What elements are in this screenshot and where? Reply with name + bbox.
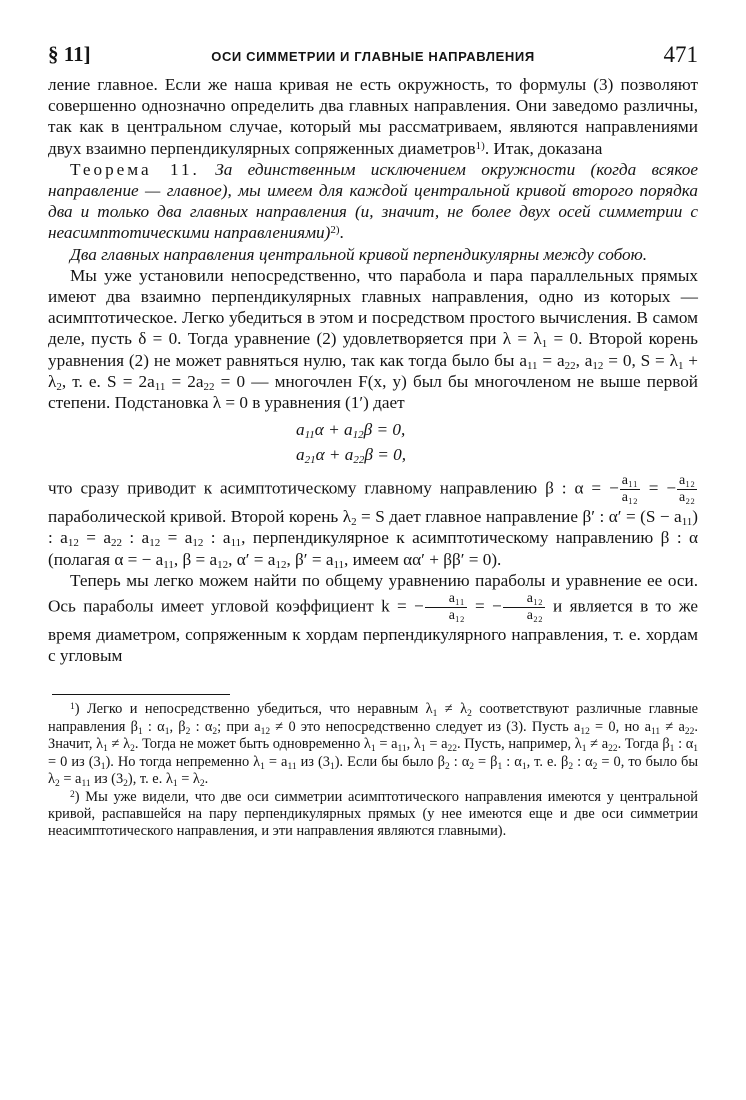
footnote-1: $^1$) Легко и непосредственно убедиться, что неравным $\lambda_1 \ne \lambda_2$ соответствуют различные главные направления $\beta_1$ : $\alpha_1$, $\beta_2$ : $\alpha_2$; при $a_{12} \ne 0$ это непосредственно следует из (3). Пусть $a_{12} = 0$, но $a_{11} \ne a_{22}$. Значит, $\lambda_1 \ne \lambda_2$. Тогда не может быть одновременно $\lambda_1 = a_{11}$, $\lambda_1 = a_{22}$. Пусть, например, $\lambda_1 \ne a_{22}$. Тогда $\beta_1$ : $\alpha_1 = 0$ из $(3_1)$. Но тогда непременно $\lambda_1 = a_{11}$ из $(3_1)$. Если бы было $\beta_2$ : $\alpha_2 = \beta_1$ : $\alpha_1$, т. е. $\beta_2$ : $\alpha_2 = 0$, то было бы $\lambda_2 = a_{11}$ из $(3_2)$, т. е. $\lambda_1 = \lambda_2$. [48, 701, 699, 790]
equation-1: $a_{11}\alpha + a_{12}\beta = 0$, [296, 420, 406, 442]
paragraph-continuation: ление главное. Если же наша кривая не есть окружность, то формулы (3) позволяют совершенно однозначно определить два главных направления. Они заведомо различны, так как в центральном случае, который мы рассматриваем, являются направлениями двух взаимно перпендикулярных сопряженных диаметров$^{1)}$. Итак, доказана [48, 75, 698, 158]
theorem-11: Теорема 11. За единственным исключением окружности (когда всякое направление — главное), мы имеем для каждой центральной кривой второго порядка два и только два главных направления (и, значит, не более двух осей симметрии с неасимптотическими направлениями)$^{2)}$. [48, 159, 698, 243]
equation-2: $a_{21}\alpha + a_{22}\beta = 0$, [296, 445, 407, 467]
paragraph-parabola: Мы уже установили непосредственно, что парабола и пара параллельных прямых имеют два взаимно перпендикулярных главных направления, одно из которых — асимптотическое. Легко убедиться в этом и посредством простого вычисления. В самом деле, пусть δ = 0. Тогда уравнение (2) удовлетворяется при $\lambda = \lambda_1 = 0$. Второй корень уравнения (2) не может равняться нулю, так как тогда было бы $a_{11} = a_{22}$, $a_{12} = 0$, $S = \lambda_1 + \lambda_2$, т. е. $S = 2a_{11} = 2a_{22} = 0$ — многочлен F(x, y) был бы многочленом не выше первой степени. Подстановка λ = 0 в уравнения (1′) дает [48, 265, 698, 413]
footnote-ref-1[interactable]: 1) [475, 139, 485, 152]
running-header [48, 34, 698, 74]
book-page [48, 34, 698, 841]
page-number: 471 [663, 42, 698, 67]
paragraph-parabola-axis: Теперь мы легко можем найти по общему уравнению параболы и уравнение ее оси. Ось параболы имеет угловой коэффициент k = − $\frac{\text{a₁₁}}{\text{a₁₂}}$ = − $\frac{\text{a₁₂}}{\text{a₂₂}}$ и является в то же время диаметром, сопряженным к хордам перпендикулярного направления, т. е. хордам с угловым [48, 570, 698, 666]
theorem-corollary: Два главных направления центральной кривой перпендикулярны между собою. [70, 244, 648, 264]
footnote-2: $^2$) Мы уже видели, что две оси симметрии асимптотического направления имеются у центральной кривой, распавшейся на пару перпендикулярных прямых (у нее имеются еще и две оси симметрии неасимптотического направления, и эти направления являются главными). [48, 788, 698, 840]
fraction: $\frac{\text{a₁₁}}{\text{a₁₂}}$ [621, 473, 638, 506]
fraction: $\frac{\text{a₁₂}}{\text{a₂₂}}$ [679, 473, 695, 506]
footnote-ref-2[interactable]: 2) [330, 224, 340, 237]
fraction: $\frac{\text{a₁₁}}{\text{a₁₂}}$ [425, 591, 467, 624]
fraction: $\frac{\text{a₁₂}}{\text{a₂₂}}$ [503, 591, 545, 624]
footnote-divider [52, 694, 230, 695]
equation-system [48, 417, 698, 467]
footnotes [48, 701, 698, 840]
running-title: ОСИ СИММЕТРИИ И ГЛАВНЫЕ НАПРАВЛЕНИЯ [211, 49, 535, 64]
paragraph-asymptotic-direction: что сразу приводит к асимптотическому главному направлению β : α = − $\frac{\text{a₁₁}}{\text{a₁₂}}$ = − $\frac{\text{a₁₂}}{\text{a₂₂}}$ параболической кривой. Второй корень $\lambda_2 = S$ дает главное направление β′ : $\alpha' = (S - a_{11})$ : $a_{12} = a_{22}$ : $a_{12} = a_{12}$ : $a_{11}$, перпендикулярное к асимптотическому направлению β : α (полагая α = − $a_{11}$, $\beta = a_{12}$, $\alpha' = a_{12}$, $\beta' = a_{11}$, имеем αα′ + ββ′ = 0). [48, 473, 699, 571]
main-text [48, 74, 698, 666]
theorem-statement: За единственным исключением окружности (когда всякое направление — главное), мы имеем для каждой центральной кривой второго порядка два и только два главных направления (и, значит, не более двух осей симметрии с неасимптотическими направлениями) [48, 159, 698, 243]
section-marker: § 11] [48, 42, 91, 66]
theorem-label: Теорема 11. [70, 159, 200, 179]
